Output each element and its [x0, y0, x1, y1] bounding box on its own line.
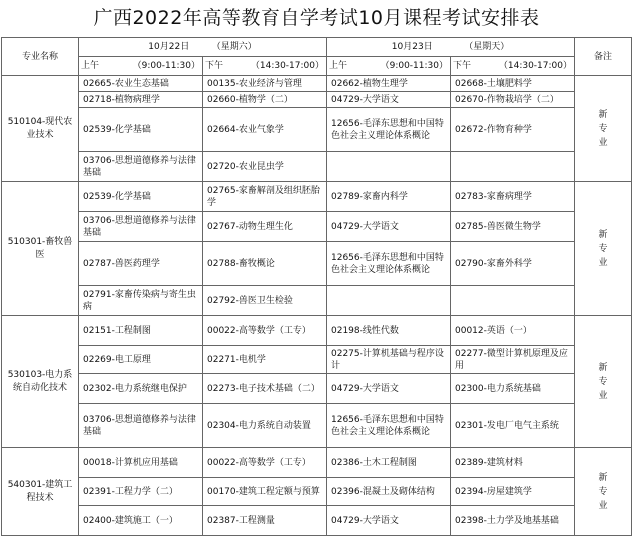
course-cell: 12656-毛泽东思想和中国特色社会主义理论体系概论	[327, 242, 451, 286]
table-row	[2, 478, 632, 506]
major-name: 510301-畜牧兽医	[2, 182, 79, 316]
session-time: （9:00-11:30）	[132, 61, 200, 71]
course-cell: 00012-英语（一）	[451, 316, 575, 346]
session-label: 上午	[81, 61, 100, 71]
note-text: 新专业	[598, 472, 608, 511]
course-cell: 02665-农业生态基础	[79, 76, 203, 92]
course-cell: 02275-计算机基础与程序设计	[327, 346, 451, 374]
table-row	[2, 506, 632, 536]
course-cell: 02271-电机学	[203, 346, 327, 374]
note-cell	[575, 182, 632, 316]
course-cell: 00022-高等数学（工专）	[203, 316, 327, 346]
course-cell	[327, 152, 451, 182]
course-cell: 02301-发电厂电气主系统	[451, 404, 575, 448]
note-text: 新专业	[598, 109, 608, 148]
table-row	[2, 316, 632, 346]
course-cell: 02386-土木工程制图	[327, 448, 451, 478]
course-cell: 02791-家畜传染病与寄生虫病	[79, 286, 203, 316]
course-cell: 02387-工程测量	[203, 506, 327, 536]
note-cell	[575, 76, 632, 182]
course-cell: 03706-思想道德修养与法律基础	[79, 152, 203, 182]
session-label: 下午	[205, 61, 224, 71]
course-cell	[451, 286, 575, 316]
note-column-header: 备注	[575, 38, 632, 76]
major-column-header: 专业名称	[2, 38, 79, 76]
course-cell: 02670-作物栽培学（二）	[451, 92, 575, 108]
page-title: 广西2022年高等教育自学考试10月课程考试安排表	[93, 7, 540, 29]
course-cell: 02396-混凝土及砌体结构	[327, 478, 451, 506]
course-cell: 02300-电力系统基础	[451, 374, 575, 404]
course-cell: 02198-线性代数	[327, 316, 451, 346]
course-cell	[327, 286, 451, 316]
course-cell: 02269-电工原理	[79, 346, 203, 374]
course-cell: 02273-电子技术基础（二）	[203, 374, 327, 404]
course-cell: 02302-电力系统继电保护	[79, 374, 203, 404]
major-name: 530103-电力系统自动化技术	[2, 316, 79, 448]
course-cell: 02792-兽医卫生检验	[203, 286, 327, 316]
table-row	[2, 448, 632, 478]
note-cell	[575, 316, 632, 448]
session-label: 上午	[329, 61, 348, 71]
course-cell: 02389-建筑材料	[451, 448, 575, 478]
table-row	[2, 76, 632, 92]
note-cell	[575, 448, 632, 536]
table-row	[2, 92, 632, 108]
day1-header: 10月22日 （星期六）	[79, 38, 327, 57]
course-cell: 03706-思想道德修养与法律基础	[79, 404, 203, 448]
course-cell: 02672-作物育种学	[451, 108, 575, 152]
session-header	[203, 57, 327, 76]
course-cell: 00018-计算机应用基础	[79, 448, 203, 478]
exam-schedule-table	[1, 37, 632, 536]
table-row	[2, 212, 632, 242]
table-row	[2, 242, 632, 286]
course-cell: 02790-家畜外科学	[451, 242, 575, 286]
course-cell	[451, 152, 575, 182]
course-cell: 04729-大学语文	[327, 92, 451, 108]
course-cell: 02668-土壤肥料学	[451, 76, 575, 92]
course-cell: 02720-农业昆虫学	[203, 152, 327, 182]
course-cell: 04729-大学语文	[327, 212, 451, 242]
course-cell: 02662-植物生理学	[327, 76, 451, 92]
course-cell: 12656-毛泽东思想和中国特色社会主义理论体系概论	[327, 108, 451, 152]
session-label: 下午	[453, 61, 472, 71]
table-row	[2, 286, 632, 316]
course-cell: 02783-家畜病理学	[451, 182, 575, 212]
course-cell: 02787-兽医药理学	[79, 242, 203, 286]
note-text: 新专业	[598, 362, 608, 401]
course-cell: 02789-家畜内科学	[327, 182, 451, 212]
course-cell: 04729-大学语文	[327, 374, 451, 404]
course-cell: 02788-畜牧概论	[203, 242, 327, 286]
course-cell: 00170-建筑工程定额与预算	[203, 478, 327, 506]
table-row	[2, 108, 632, 152]
session-time: （9:00-11:30）	[380, 61, 448, 71]
course-cell: 02660-植物学（二）	[203, 92, 327, 108]
session-header	[79, 57, 203, 76]
table-row	[2, 346, 632, 374]
course-cell: 02398-土力学及地基基础	[451, 506, 575, 536]
course-cell: 12656-毛泽东思想和中国特色社会主义理论体系概论	[327, 404, 451, 448]
course-cell: 02539-化学基础	[79, 108, 203, 152]
schedule-body	[2, 76, 632, 536]
table-row	[2, 182, 632, 212]
course-cell: 02151-工程制图	[79, 316, 203, 346]
course-cell: 02765-家畜解剖及组织胚胎学	[203, 182, 327, 212]
course-cell: 02400-建筑施工（一）	[79, 506, 203, 536]
course-cell: 02664-农业气象学	[203, 108, 327, 152]
table-row	[2, 152, 632, 182]
course-cell: 02718-植物病理学	[79, 92, 203, 108]
session-time: （14:30-17:00）	[498, 61, 572, 71]
note-text: 新专业	[598, 229, 608, 268]
course-cell: 02304-电力系统自动装置	[203, 404, 327, 448]
course-cell: 02394-房屋建筑学	[451, 478, 575, 506]
course-cell: 02391-工程力学（二）	[79, 478, 203, 506]
course-cell: 02785-兽医微生物学	[451, 212, 575, 242]
course-cell: 02767-动物生理生化	[203, 212, 327, 242]
course-cell: 04729-大学语文	[327, 506, 451, 536]
session-header	[451, 57, 575, 76]
session-header	[327, 57, 451, 76]
table-row	[2, 374, 632, 404]
session-time: （14:30-17:00）	[250, 61, 324, 71]
table-row	[2, 404, 632, 448]
course-cell: 02277-微型计算机原理及应用	[451, 346, 575, 374]
major-name: 540301-建筑工程技术	[2, 448, 79, 536]
course-cell: 03706-思想道德修养与法律基础	[79, 212, 203, 242]
course-cell: 02539-化学基础	[79, 182, 203, 212]
day2-header: 10月23日 （星期天）	[327, 38, 575, 57]
major-name: 510104-现代农业技术	[2, 76, 79, 182]
course-cell: 00135-农业经济与管理	[203, 76, 327, 92]
course-cell: 00022-高等数学（工专）	[203, 448, 327, 478]
